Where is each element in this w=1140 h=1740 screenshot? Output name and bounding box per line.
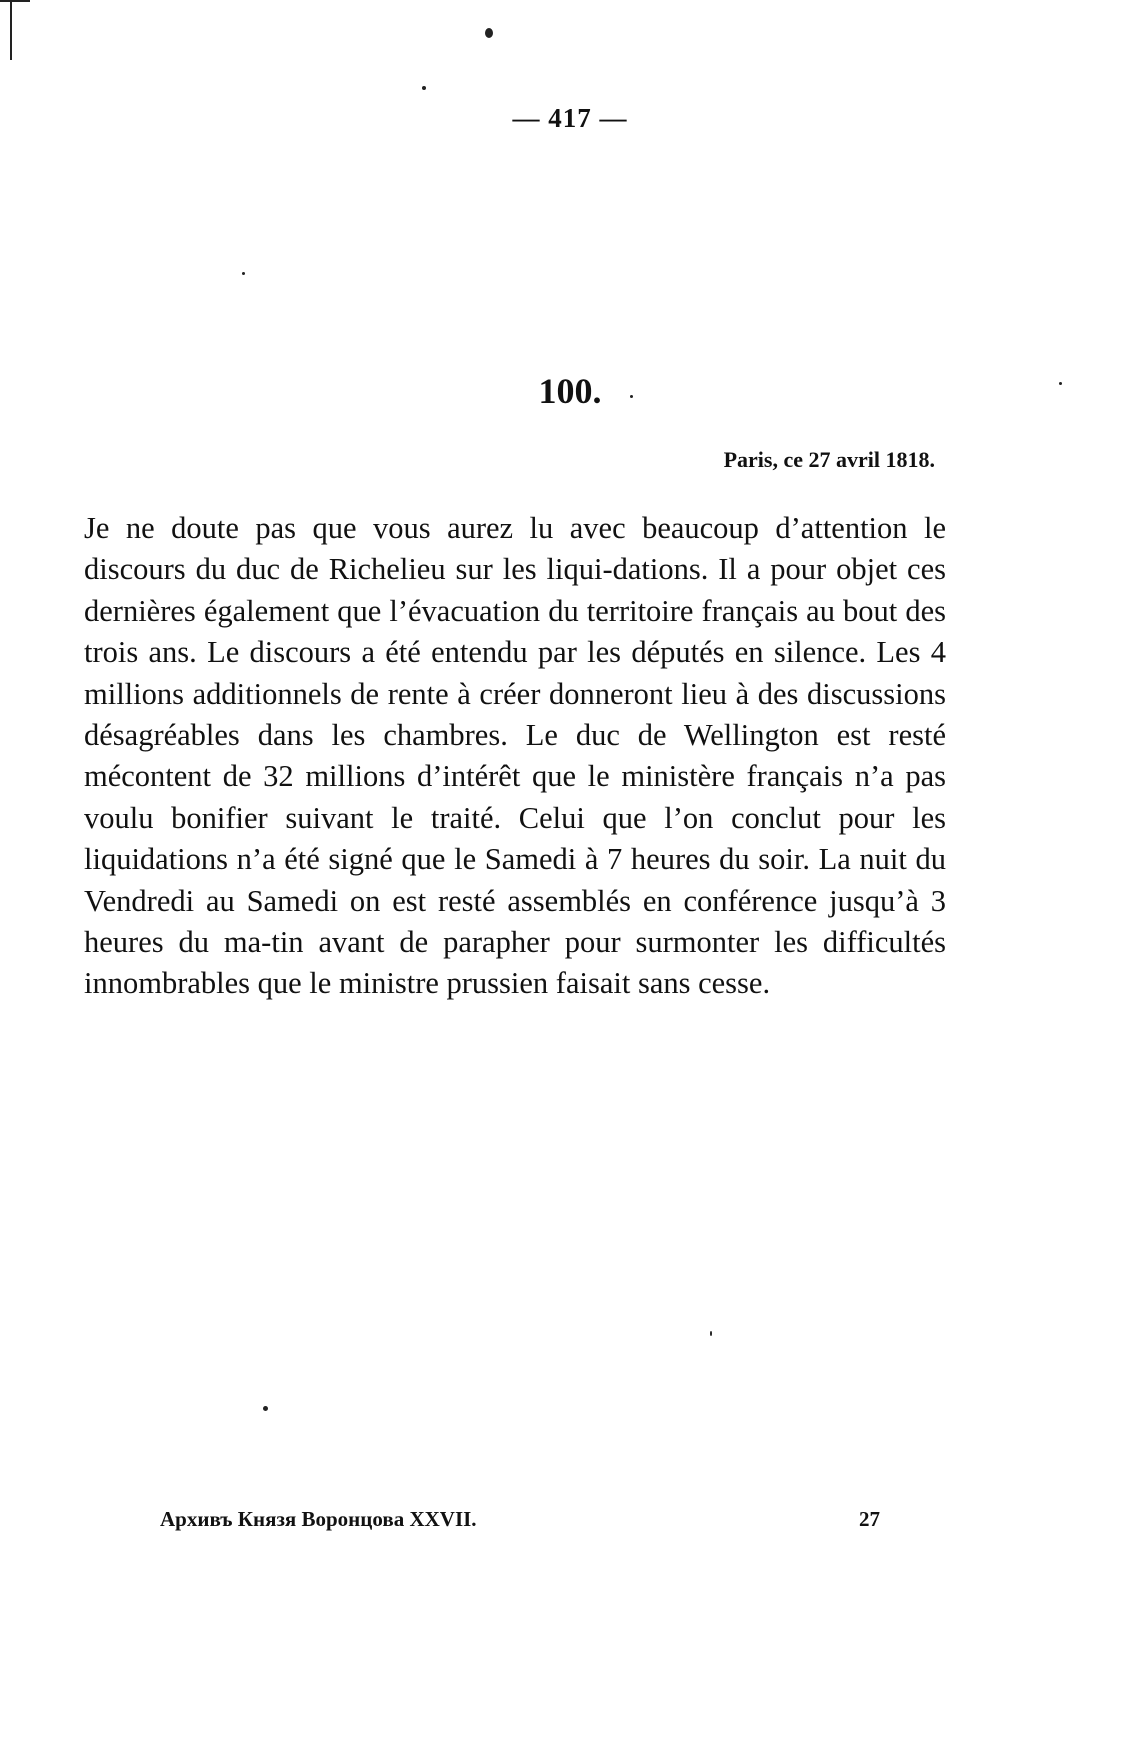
page-number: — 417 — [512,103,628,133]
letter-body: Je ne doute pas que vous aurez lu avec beaucoup d’attention le discours du duc de Richelieu sur les liqui-dations. Il a pour objet ces dernières également que l’évacuation du territoire français au bout des trois ans. Le discours a été entendu par les députés en silence. Les 4 millions additionnels de rente à créer donneront lieu à des discussions désagréables dans les chambres. Le duc de Wellington est resté mécontent de 32 millions d’intérêt que le ministère français n’a pas voulu bonifier suivant le traité. Celui que l’on conclut pour les liquidations n’a été signé que le Samedi à 7 heures du soir. La nuit du Vendredi au Samedi on est resté assemblés en conférence jusqu’à 3 heures du ma-tin avant de parapher pour surmonter les difficultés innombrables que le ministre prussien faisait sans cesse. [84,511,946,1001]
scan-speck [263,1406,268,1411]
scan-speck [485,28,493,38]
scan-edge-top [0,0,30,2]
sheet-number: 27 [859,1507,880,1531]
scan-edge-left [10,0,12,60]
scan-speck [242,272,245,275]
scan-speck [710,1331,712,1336]
letter-dateline: Paris, ce 27 avril 1818. [723,447,935,472]
letter-number: 100. [538,371,602,411]
scan-speck [422,86,426,90]
signature-mark: Архивъ Князя Воронцова XXVII. [160,1507,477,1531]
